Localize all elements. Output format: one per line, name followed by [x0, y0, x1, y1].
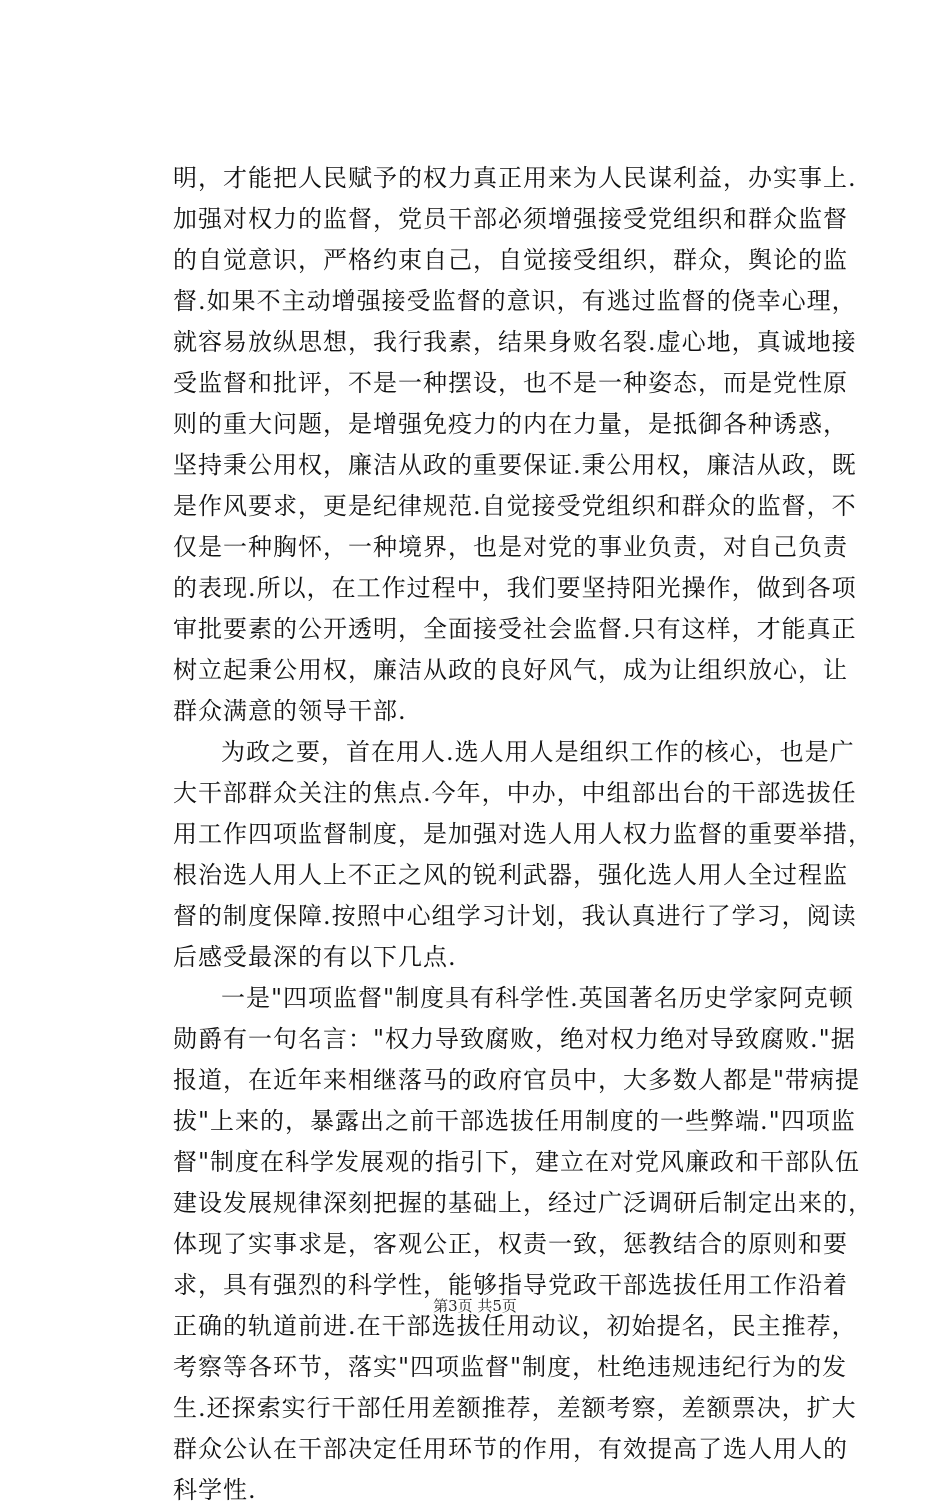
text-line: 的自觉意识，严格约束自己，自觉接受组织，群众，舆论的监 [173, 246, 848, 274]
text-line: 一是"四项监督"制度具有科学性.英国著名历史学家阿克顿 [221, 984, 854, 1012]
text-line: 审批要素的公开透明，全面接受社会监督.只有这样，才能真正 [173, 615, 857, 643]
text-line: 后感受最深的有以下几点. [173, 943, 457, 971]
text-line: 则的重大问题，是增强免疫力的内在力量，是抵御各种诱惑， [173, 410, 848, 438]
text-line: 群众满意的领导干部. [173, 697, 407, 725]
text-line: 报道，在近年来相继落马的政府官员中，大多数人都是"带病提 [173, 1066, 861, 1094]
text-line: 群众公认在干部决定任用环节的作用，有效提高了选人用人的 [173, 1435, 848, 1463]
text-line: 拔"上来的，暴露出之前干部选拔任用制度的一些弊端."四项监 [173, 1107, 856, 1135]
text-line: 受监督和批评，不是一种摆设，也不是一种姿态，而是党性原 [173, 369, 848, 397]
text-line: 体现了实事求是，客观公正，权责一致，惩教结合的原则和要 [173, 1230, 848, 1258]
text-line: 树立起秉公用权，廉洁从政的良好风气，成为让组织放心，让 [173, 656, 848, 684]
text-line: 加强对权力的监督，党员干部必须增强接受党组织和群众监督 [173, 205, 848, 233]
text-line: 为政之要，首在用人.选人用人是组织工作的核心，也是广 [221, 738, 855, 766]
paragraph [173, 158, 857, 732]
paragraph [173, 732, 873, 978]
text-line: 督"制度在科学发展观的指引下，建立在对党风廉政和干部队伍 [173, 1148, 861, 1176]
paragraph [173, 978, 873, 1511]
text-line: 仅是一种胸怀，一种境界，也是对党的事业负责，对自己负责 [173, 533, 848, 561]
text-line: 建设发展规律深刻把握的基础上，经过广泛调研后制定出来的， [173, 1189, 873, 1217]
text-line: 督.如果不主动增强接受监督的意识，有逃过监督的侥幸心理， [173, 287, 857, 315]
page-footer: 第3页 共5页 [433, 1297, 517, 1315]
text-line: 大干部群众关注的焦点.今年，中办，中组部出台的干部选拔任 [173, 779, 857, 807]
text-line: 生.还探索实行干部任用差额推荐，差额考察，差额票决，扩大 [173, 1394, 857, 1422]
text-line: 坚持秉公用权，廉洁从政的重要保证.秉公用权，廉洁从政，既 [173, 451, 857, 479]
text-line: 求，具有强烈的科学性，能够指导党政干部选拔任用工作沿着 [173, 1271, 848, 1299]
text-line: 勋爵有一句名言："权力导致腐败，绝对权力绝对导致腐败."据 [173, 1025, 856, 1053]
text-line: 用工作四项监督制度，是加强对选人用人权力监督的重要举措， [173, 820, 873, 848]
text-line: 的表现.所以，在工作过程中，我们要坚持阳光操作，做到各项 [173, 574, 857, 602]
text-line: 督的制度保障.按照中心组学习计划，我认真进行了学习，阅读 [173, 902, 857, 930]
text-line: 明，才能把人民赋予的权力真正用来为人民谋利益，办实事上. [173, 164, 857, 192]
text-line: 就容易放纵思想，我行我素，结果身败名裂.虚心地，真诚地接 [173, 328, 857, 356]
text-line: 是作风要求，更是纪律规范.自觉接受党组织和群众的监督，不 [173, 492, 857, 520]
text-line: 科学性. [173, 1476, 257, 1504]
text-line: 考察等各环节，落实"四项监督"制度，杜绝违规违纪行为的发 [173, 1353, 848, 1381]
text-line: 正确的轨道前进.在干部选拔任用动议，初始提名，民主推荐， [173, 1312, 857, 1340]
text-line: 根治选人用人上不正之风的锐利武器，强化选人用人全过程监 [173, 861, 848, 889]
